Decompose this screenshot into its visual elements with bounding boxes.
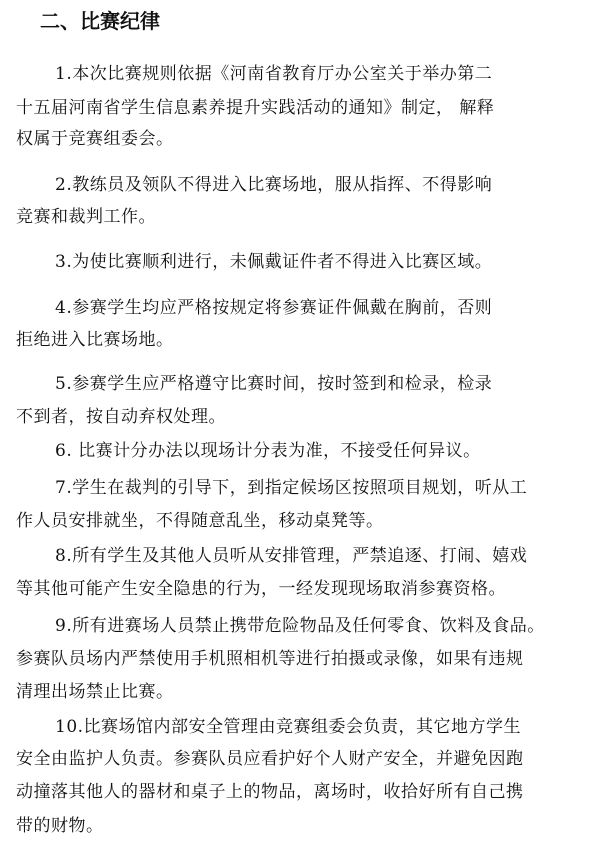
- paragraph-4-line-1: 4.参赛学生均应严格按规定将参赛证件佩戴在胸前，否则: [55, 298, 493, 318]
- paragraph-9-line-1: 9.所有进赛场人员禁止携带危险物品及任何零食、饮料及食品。: [55, 616, 545, 636]
- paragraph-8-line-2: 等其他可能产生安全隐患的行为，一经发现现场取消参赛资格。: [16, 579, 506, 599]
- paragraph-3-line-1: 3.为使比赛顺利进行，未佩戴证件者不得进入比赛区域。: [55, 252, 493, 272]
- paragraph-9-line-3: 清理出场禁止比赛。: [16, 682, 174, 702]
- paragraph-10-line-3: 动撞落其他人的器材和桌子上的物品，离场时，收拾好所有自己携: [16, 782, 524, 802]
- paragraph-5-line-2: 不到者，按自动弃权处理。: [16, 407, 226, 427]
- paragraph-10-line-1: 10.比赛场馆内部安全管理由竞赛组委会负责，其它地方学生: [55, 717, 522, 737]
- paragraph-6-line-1: 6. 比赛计分办法以现场计分表为准，不接受任何异议。: [55, 441, 481, 461]
- paragraph-4-line-2: 拒绝进入比赛场地。: [16, 330, 174, 350]
- paragraph-8-line-1: 8.所有学生及其他人员听从安排管理，严禁追逐、打闹、嬉戏: [55, 546, 528, 566]
- paragraph-1-line-3: 权属于竞赛组委会。: [16, 129, 174, 149]
- paragraph-1-line-2: 十五届河南省学生信息素养提升实践活动的通知》制定， 解释: [16, 98, 495, 118]
- paragraph-10-line-2: 安全由监护人负责。参赛队员应看护好个人财产安全，并避免因跑: [16, 749, 524, 769]
- paragraph-7-line-2: 作人员安排就坐，不得随意乱坐，移动桌凳等。: [16, 511, 384, 531]
- paragraph-10-line-4: 带的财物。: [16, 816, 104, 836]
- paragraph-9-line-2: 参赛队员场内严禁使用手机照相机等进行拍摄或录像，如果有违规: [16, 649, 524, 669]
- paragraph-1-line-1: 1.本次比赛规则依据《河南省教育厅办公室关于举办第二: [55, 64, 493, 84]
- paragraph-5-line-1: 5.参赛学生应严格遵守比赛时间，按时签到和检录，检录: [55, 374, 493, 394]
- paragraph-2-line-2: 竞赛和裁判工作。: [16, 207, 156, 227]
- paragraph-2-line-1: 2.教练员及领队不得进入比赛场地，服从指挥、不得影响: [55, 175, 493, 195]
- section-heading: 二、比赛纪律: [40, 9, 160, 33]
- paragraph-7-line-1: 7.学生在裁判的引导下，到指定候场区按照项目规划，听从工: [55, 478, 528, 498]
